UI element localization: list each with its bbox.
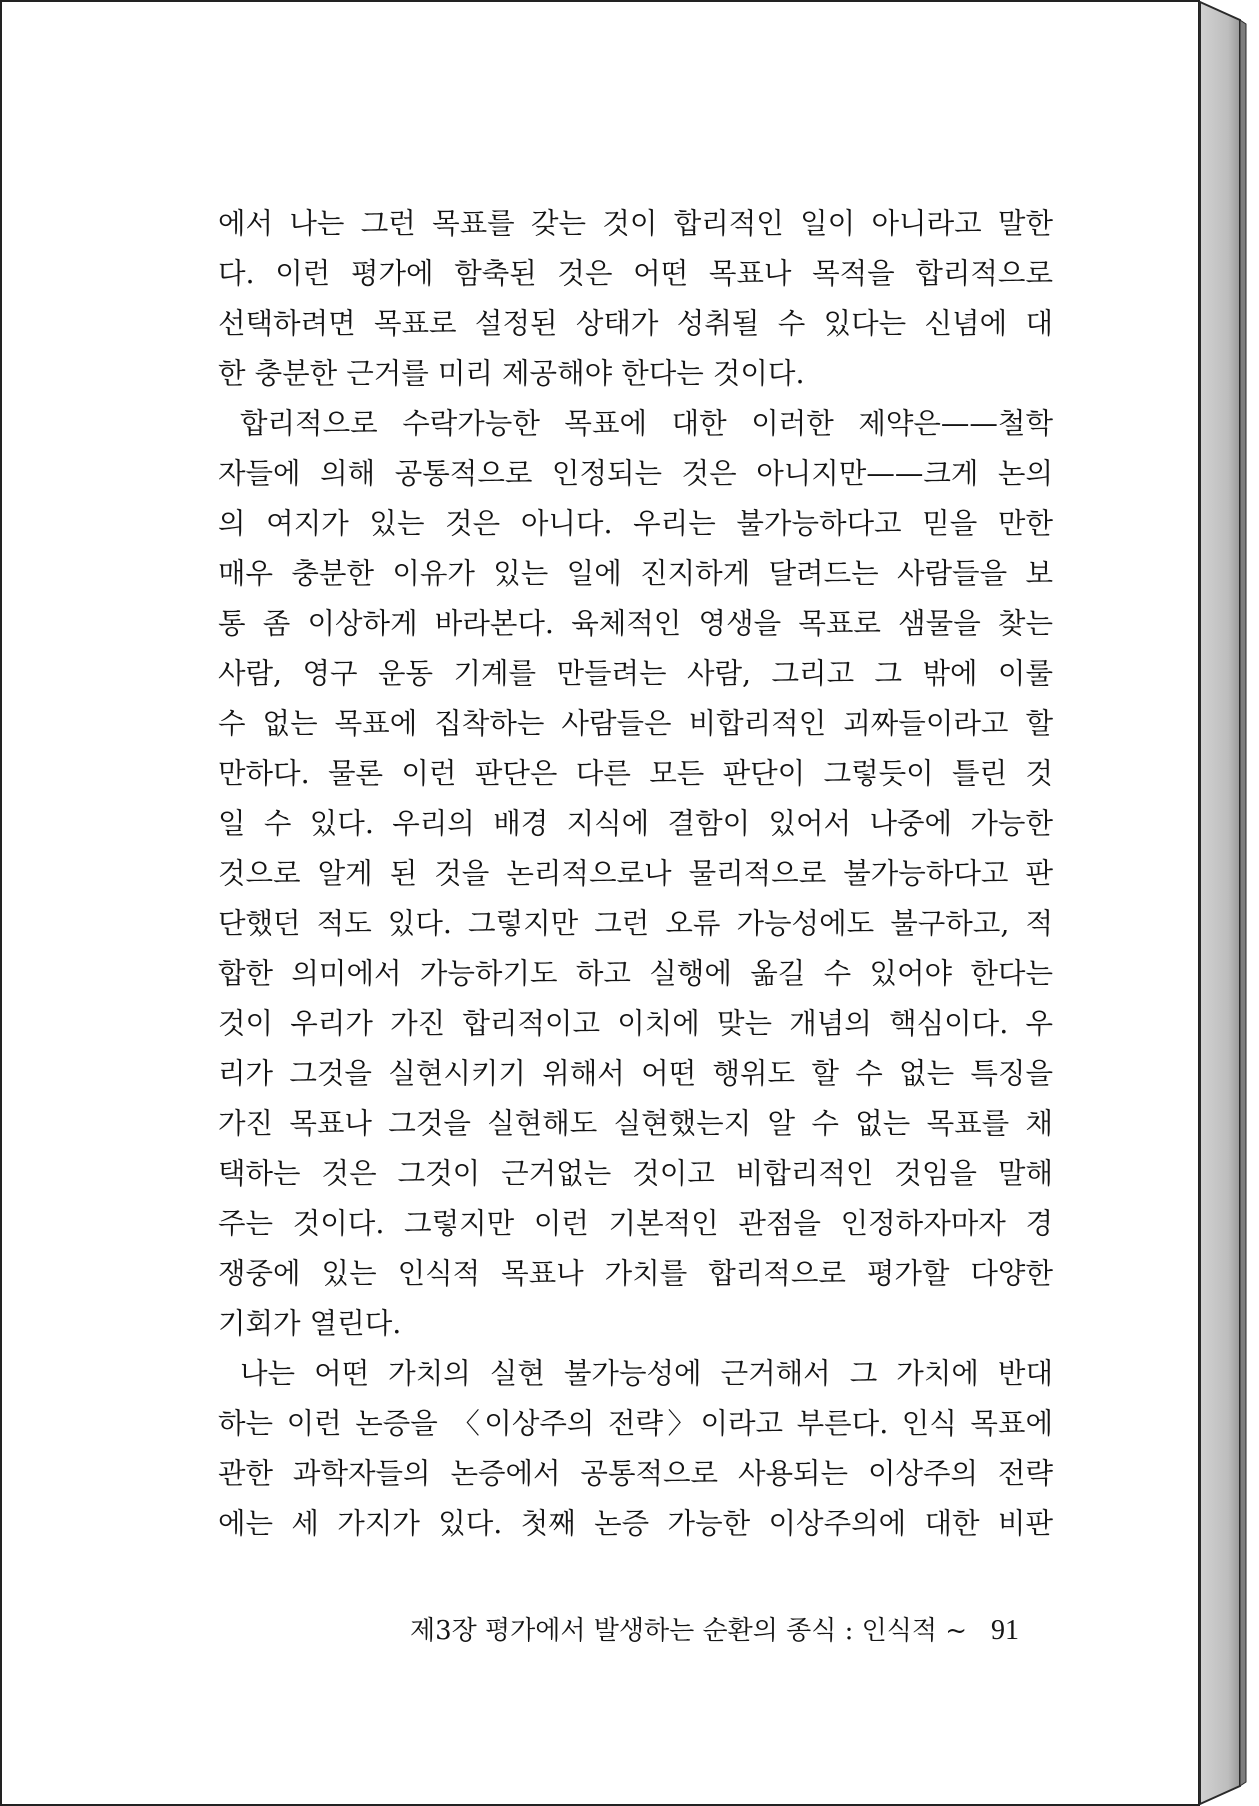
- body-line: 사람, 영구 운동 기계를 만들려는 사람, 그리고 그 밖에 이룰: [218, 657, 1053, 690]
- body-text: [218, 199, 1053, 1549]
- page-stack-face: [1200, 2, 1240, 1804]
- body-line: 단했던 적도 있다. 그렇지만 그런 오류 가능성에도 불구하고, 적: [218, 907, 1053, 940]
- body-line: 수 없는 목표에 집착하는 사람들은 비합리적인 괴짜들이라고 할: [218, 707, 1053, 740]
- body-line: 쟁중에 있는 인식적 목표나 가치를 합리적으로 평가할 다양한: [218, 1257, 1053, 1290]
- body-line: 자들에 의해 공통적으로 인정되는 것은 아니지만——크게 논의: [218, 457, 1053, 490]
- page-stack-edge: [1198, 0, 1259, 1806]
- paragraph: [218, 199, 1053, 399]
- paragraph: [218, 399, 1053, 1349]
- body-line: 리가 그것을 실현시키기 위해서 어떤 행위도 할 수 없는 특징을: [218, 1057, 1053, 1090]
- body-line: 에서 나는 그런 목표를 갖는 것이 합리적인 일이 아니라고 말한: [218, 207, 1053, 240]
- running-head: 제3장 평가에서 발생하는 순환의 종식 : 인식적 ~: [409, 1616, 967, 1646]
- page-number: 91: [991, 1615, 1019, 1646]
- body-line: 합한 의미에서 가능하기도 하고 실행에 옮길 수 있어야 한다는: [218, 957, 1053, 990]
- body-line: 하는 이런 논증을 〈이상주의 전략〉이라고 부른다. 인식 목표에: [218, 1407, 1053, 1440]
- body-line: 만하다. 물론 이런 판단은 다른 모든 판단이 그렇듯이 틀린 것: [218, 757, 1053, 790]
- body-line: 것이 우리가 가진 합리적이고 이치에 맞는 개념의 핵심이다. 우: [218, 1007, 1053, 1040]
- body-line: 에는 세 가지가 있다. 첫째 논증 가능한 이상주의에 대한 비판: [218, 1507, 1053, 1540]
- body-line: 합리적으로 수락가능한 목표에 대한 이러한 제약은——철학: [240, 407, 1053, 440]
- body-line: 관한 과학자들의 논증에서 공통적으로 사용되는 이상주의 전략: [218, 1457, 1053, 1490]
- paragraph: [218, 1349, 1053, 1549]
- body-line: 주는 것이다. 그렇지만 이런 기본적인 관점을 인정하자마자 경: [218, 1207, 1053, 1240]
- body-line: 한 충분한 근거를 미리 제공해야 한다는 것이다.: [218, 357, 805, 390]
- body-line: 다. 이런 평가에 함축된 것은 어떤 목표나 목적을 합리적으로: [218, 257, 1053, 290]
- running-footer: [410, 1612, 1019, 1650]
- body-line: 가진 목표나 그것을 실현해도 실현했는지 알 수 없는 목표를 채: [218, 1107, 1053, 1140]
- body-line: 일 수 있다. 우리의 배경 지식에 결함이 있어서 나중에 가능한: [218, 807, 1053, 840]
- body-line: 기회가 열린다.: [218, 1307, 402, 1340]
- body-line: 택하는 것은 그것이 근거없는 것이고 비합리적인 것임을 말해: [218, 1157, 1053, 1190]
- body-line: 통 좀 이상하게 바라본다. 육체적인 영생을 목표로 샘물을 찾는: [218, 607, 1053, 640]
- body-line: 것으로 알게 된 것을 논리적으로나 물리적으로 불가능하다고 판: [218, 857, 1053, 890]
- page-stack-shadow: [1240, 20, 1246, 1786]
- body-line: 의 여지가 있는 것은 아니다. 우리는 불가능하다고 믿을 만한: [218, 507, 1053, 540]
- body-line: 선택하려면 목표로 설정된 상태가 성취될 수 있다는 신념에 대: [218, 307, 1053, 340]
- body-line: 나는 어떤 가치의 실현 불가능성에 근거해서 그 가치에 반대: [240, 1357, 1053, 1390]
- body-line: 매우 충분한 이유가 있는 일에 진지하게 달려드는 사람들을 보: [218, 557, 1053, 590]
